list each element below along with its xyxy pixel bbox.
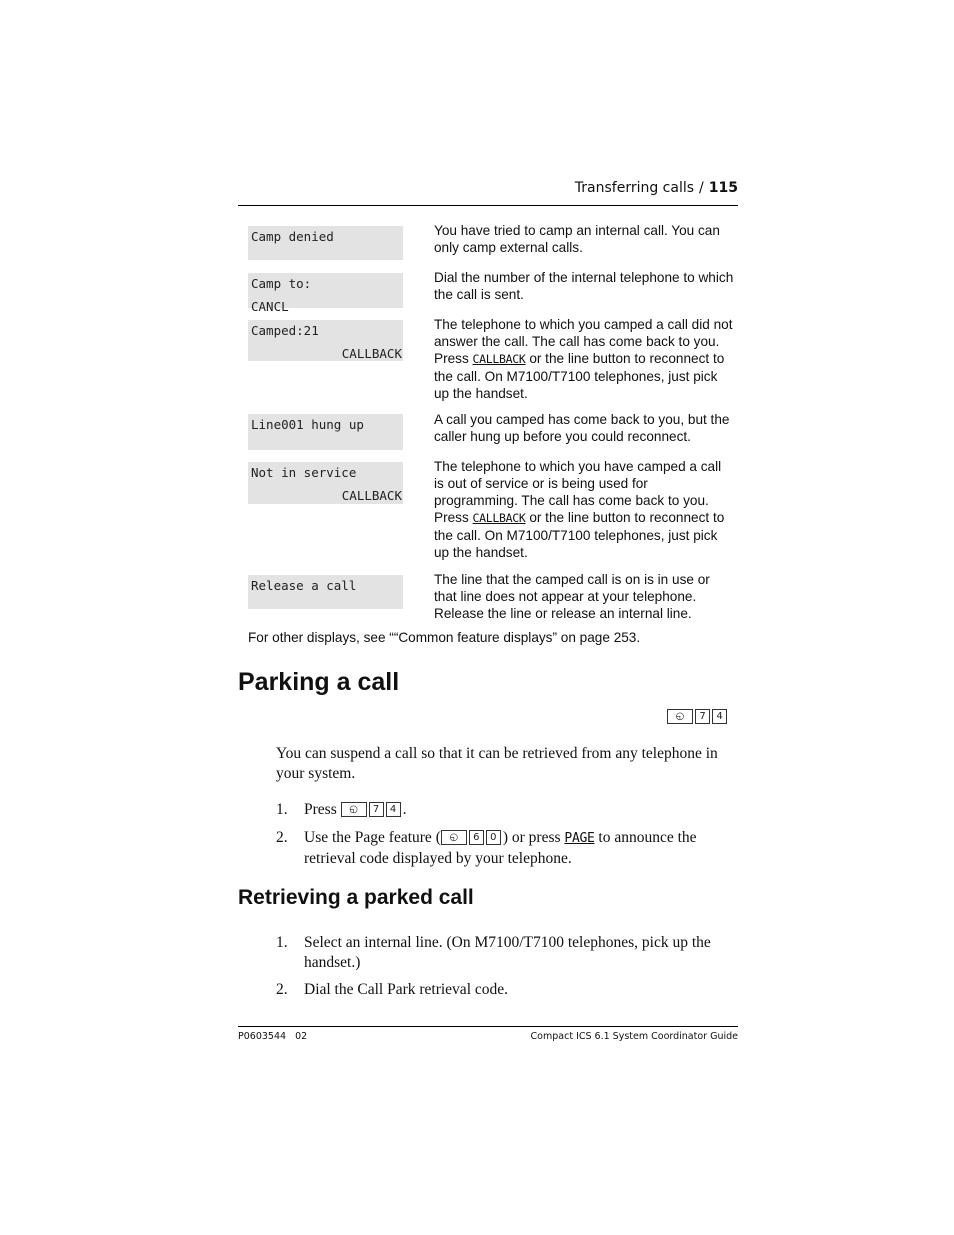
feature-code-keys [667, 709, 729, 727]
lcd-line1: Release a call [251, 578, 357, 593]
digit-key: 6 [469, 830, 484, 845]
lcd-display-line-hung-up [248, 414, 403, 450]
lcd-line1: Not in service [251, 465, 357, 480]
lcd-callback-softkey: CALLBACK [341, 488, 402, 503]
lcd-display-release-a-call [248, 575, 403, 609]
display-description: The telephone to which you camped a call did not answer the call. The call has come back to you. Press CALLBACK or the line button to reconnect to the call. On M7100/T7100 telephones, just pick up the handset. [434, 317, 733, 402]
callback-key-label: CALLBACK [472, 352, 526, 367]
digit-key: 4 [386, 802, 401, 817]
footer-doc-title: Compact ICS 6.1 System Coordinator Guide [530, 1031, 738, 1042]
header-rule [238, 205, 738, 206]
lcd-display-camp-to [248, 273, 403, 314]
display-description: A call you camped has come back to you, but the caller hung up before you could reconnect. [434, 412, 730, 445]
display-description: You have tried to camp an internal call. You can only camp external calls. [434, 223, 720, 256]
page-key-label: PAGE [564, 831, 595, 846]
parking-step-1: 1. Press ◵ 7 4 . [276, 801, 407, 818]
parking-step-2: 2. Use the Page feature ( ◵ 6 0 ) or press PAGE to announce the retrieval code displayed by your telephone. [276, 829, 697, 867]
header-section: Transferring calls [574, 180, 695, 196]
callback-key-label: CALLBACK [472, 511, 526, 526]
parking-intro: You can suspend a call so that it can be retrieved from any telephone in your system. [276, 745, 718, 782]
lcd-callback-softkey: CALLBACK [341, 346, 402, 361]
display-description: The line that the camped call is on is in use or that line does not appear at your telephone. Release the line or release an internal line. [434, 572, 710, 622]
section-title-parking: Parking a call [238, 668, 400, 696]
lcd-line1: Line001 hung up [251, 417, 364, 432]
lcd-display-camp-denied [248, 226, 403, 260]
lcd-line1: Camped:21 [251, 323, 319, 338]
other-displays-note: For other displays, see ““Common feature displays” on page 253. [248, 630, 641, 645]
lcd-line2: CANCL [251, 299, 289, 314]
digit-key: 7 [369, 802, 384, 817]
display-description: Dial the number of the internal telephone to which the call is sent. [434, 270, 734, 303]
feature-key-icon: ◵ [667, 709, 693, 724]
display-description: The telephone to which you have camped a call is out of service or is being used for programming. The call has come back to you. Press CALLBACK or the line button to reconnect to the call. On M7100/T7100 telephones, just pick up the handset. [434, 459, 725, 561]
digit-key: 0 [486, 830, 501, 845]
feature-key-icon: ◵ [441, 830, 467, 845]
lcd-line1: Camp to: [251, 276, 312, 291]
lcd-display-not-in-service [248, 462, 403, 504]
lcd-line1: Camp denied [251, 229, 334, 244]
feature-key-icon: ◵ [341, 802, 367, 817]
page-number: 115 [708, 180, 738, 196]
digit-key: 4 [712, 709, 727, 724]
running-header [520, 180, 738, 196]
retrieving-step-1: 1. Select an internal line. (On M7100/T7100 telephones, pick up the handset.) [276, 934, 711, 971]
footer-doc-number: P0603544 02 [238, 1031, 308, 1042]
footer-rule [238, 1026, 738, 1027]
digit-key: 7 [695, 709, 710, 724]
retrieving-step-2: 2. Dial the Call Park retrieval code. [276, 981, 509, 998]
lcd-display-camped [248, 320, 403, 361]
section-title-retrieving: Retrieving a parked call [238, 886, 474, 909]
header-separator: / [699, 180, 704, 196]
